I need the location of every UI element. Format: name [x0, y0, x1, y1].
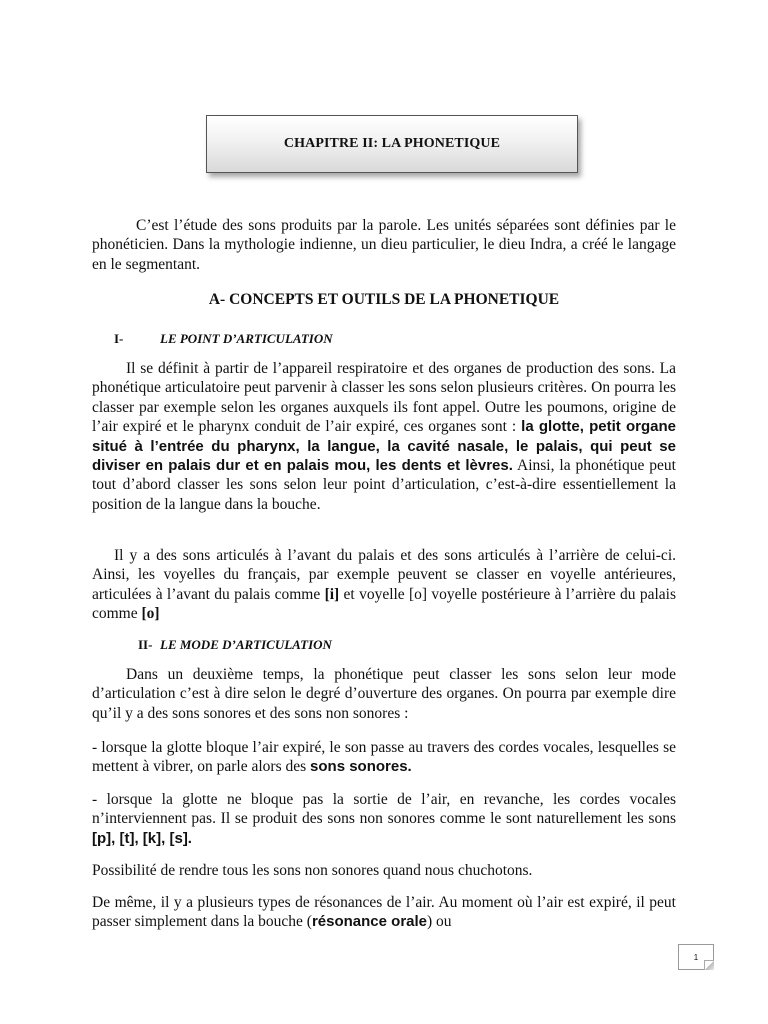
- paragraph-chuchotons: Possibilité de rendre tous les sons non sonores quand nous chuchotons.: [92, 862, 533, 879]
- p4-text: - lorsque la glotte bloque l’air expiré, le son passe au travers des cordes vocales, lesquelles se mettent à vibrer, on parle alors des: [92, 739, 676, 776]
- paragraph-point-articulation: [92, 359, 676, 514]
- p1-text-1: Il se définit à partir de l’appareil respiratoire et des organes de production des sons. La phonétique articulatoire peut parvenir à classer les sons selon plusieurs critères. On pourra les classer par exemple selon les organes auxquels ils font appel. Outre les poumons, origine de l’air expiré et le pharynx conduit de l’air expiré, ces organes sont :: [92, 360, 676, 436]
- subsection-2-number: II-: [138, 637, 153, 652]
- subsection-1-heading: [114, 331, 333, 347]
- p4-bold: sons sonores.: [310, 758, 412, 776]
- p1-bold-organs: la glotte, petit organe situé à l’entrée du pharynx, la langue, la cavité nasale, le palais, qui peut se diviser en palais dur et en palais mou, les dents et lèvres.: [92, 418, 676, 475]
- page-number-box: [678, 944, 714, 970]
- chapter-title: CHAPITRE II: LA PHONETIQUE: [283, 136, 501, 151]
- section-a-title: A- CONCEPTS ET OUTILS DE LA PHONETIQUE: [208, 291, 560, 308]
- paragraph-sons-non-sonores: [92, 790, 676, 848]
- p7-text-2: ) ou: [427, 913, 452, 931]
- p5-bold: [p], [t], [k], [s].: [92, 829, 192, 847]
- paragraph-sons-sonores: [92, 738, 676, 777]
- paragraph-vowels: [92, 546, 676, 624]
- page-number: 1: [693, 952, 699, 962]
- p1-text-2: Ainsi, la phonétique peut tout d’abord classer les sons selon leur point d’articulation, c’est-à-dire essentiellement la position de la langue dans la bouche.: [92, 457, 676, 513]
- p7-bold: résonance orale: [311, 913, 428, 931]
- p2-bold-o: [o]: [141, 605, 160, 623]
- p5-text: - lorsque la glotte ne bloque pas la sortie de l’air, en revanche, les cordes vocales n’interviennent pas. Il se produit des sons non sonores comme le sont naturellement les sons: [92, 791, 676, 828]
- subsection-1-number: I-: [114, 331, 124, 346]
- subsection-2-title: LE MODE D’ARTICULATION: [160, 637, 332, 652]
- p7-text-1: De même, il y a plusieurs types de résonances de l’air. Au moment où l’air est expiré, il peut passer simplement dans la bouche (: [92, 894, 676, 931]
- paragraph-resonances: [92, 893, 676, 932]
- p2-bold-i: [i]: [324, 585, 340, 603]
- subsection-1-title: LE POINT D’ARTICULATION: [160, 331, 333, 346]
- paragraph-mode-articulation: Dans un deuxième temps, la phonétique peut classer les sons selon leur mode d’articulation c’est à dire selon le degré d’ouverture des organes. On pourra par exemple dire qu’il y a des sons sonores et des sons non sonores :: [92, 666, 676, 722]
- chapter-title-box: [206, 115, 578, 173]
- p2-text-1: Il y a des sons articulés à l’avant du palais et des sons articulés à l’arrière de celui-ci. Ainsi, les voyelles du français, par exemple peuvent se classer en voyelle antérieures, articulées à l’avant du palais comme: [92, 547, 676, 603]
- p2-text-2: et voyelle [o] voyelle postérieure à l’arrière du palais comme: [92, 585, 677, 623]
- intro-paragraph: C’est l’étude des sons produits par la parole. Les unités séparées sont définies par le phonéticien. Dans la mythologie indienne, un dieu particulier, le dieu Indra, a créé le langage en le segmentant.: [92, 217, 676, 273]
- subsection-2-heading: [138, 637, 332, 653]
